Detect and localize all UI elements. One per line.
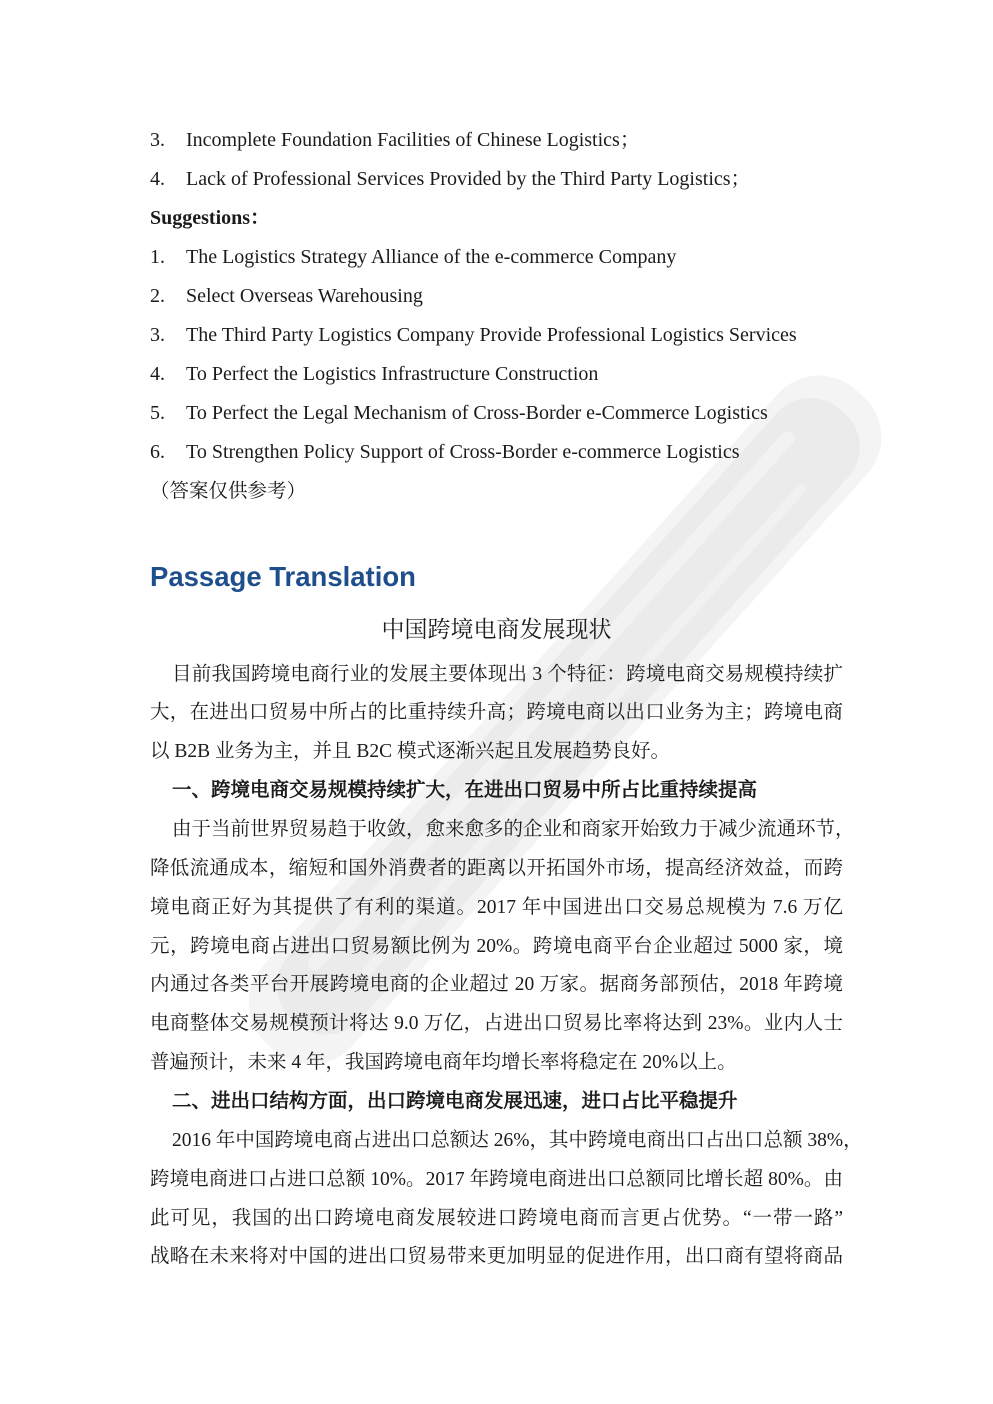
paragraph-line: 大，在进出口贸易中所占的比重持续升高；跨境电商以出口业务为主；跨境电商 [150, 702, 843, 724]
list-text: To Perfect the Legal Mechanism of Cross-Border e-Commerce Logistics [186, 401, 768, 424]
list-text: Select Overseas Warehousing [186, 284, 423, 307]
list-number: 2. [150, 284, 165, 307]
list-number: 4. [150, 362, 165, 385]
list-number: 6. [150, 440, 165, 463]
section-heading: Passage Translation [150, 561, 416, 592]
subheading: 一、跨境电商交易规模持续扩大，在进出口贸易中所占比重持续提高 [172, 780, 758, 802]
suggestions-heading: Suggestions： [150, 206, 271, 229]
paragraph-line: 以 B2B 业务为主，并且 B2C 模式逐渐兴起且发展趋势良好。 [150, 741, 671, 763]
list-text: The Logistics Strategy Alliance of the e-commerce Company [186, 245, 677, 268]
article-title: 中国跨境电商发展现状 [381, 617, 612, 643]
paragraph-line: 战略在未来将对中国的进出口贸易带来更加明显的促进作用，出口商有望将商品 [150, 1246, 843, 1268]
list-item [150, 238, 850, 277]
list-number: 3. [150, 323, 165, 346]
paragraph-line: 降低流通成本，缩短和国外消费者的距离以开拓国外市场，提高经济效益，而跨 [150, 857, 843, 879]
list-text: To Strengthen Policy Support of Cross-Border e-commerce Logistics [186, 440, 740, 463]
list-item [150, 277, 850, 316]
list-text: Lack of Professional Services Provided by the Third Party Logistics； [186, 167, 751, 190]
list-item [150, 394, 850, 433]
paragraph-line: 跨境电商进口占进口总额 10%。2017 年跨境电商进出口总额同比增长超 80%。由 [150, 1168, 843, 1190]
list-number: 1. [150, 245, 165, 268]
list-item [150, 355, 850, 394]
paragraph-line: 目前我国跨境电商行业的发展主要体现出 3 个特征：跨境电商交易规模持续扩 [172, 663, 843, 685]
answer-note: （答案仅供参考） [150, 480, 307, 502]
paragraph-line: 2016 年中国跨境电商占进出口总额达 26%，其中跨境电商出口占出口总额 38%， [172, 1129, 863, 1151]
paragraph-line: 此可见，我国的出口跨境电商发展较进口跨境电商而言更占优势。“一带一路” [150, 1207, 843, 1229]
paragraph-line: 电商整体交易规模预计将达 9.0 万亿，占进出口贸易比率将达到 23%。业内人士 [150, 1013, 843, 1035]
list-text: To Perfect the Logistics Infrastructure Construction [186, 362, 599, 385]
list-number: 5. [150, 401, 165, 424]
list-item [150, 121, 850, 160]
article-body [150, 656, 863, 1278]
paragraph-line: 境电商正好为其提供了有利的渠道。2017 年中国进出口交易总规模为 7.6 万亿 [150, 896, 843, 918]
subheading: 二、进出口结构方面，出口跨境电商发展迅速，进口占比平稳提升 [172, 1090, 738, 1112]
paragraph-line: 内通过各类平台开展跨境电商的企业超过 20 万家。据商务部预估，2018 年跨境 [150, 974, 843, 996]
answer-list [150, 121, 850, 511]
paragraph-line: 由于当前世界贸易趋于收敛，愈来愈多的企业和商家开始致力于减少流通环节， [172, 818, 855, 840]
list-item [150, 160, 850, 199]
paragraph-line: 普遍预计，未来 4 年，我国跨境电商年均增长率将稳定在 20%以上。 [150, 1052, 737, 1074]
list-number: 4. [150, 167, 165, 190]
list-item [150, 433, 850, 472]
list-text: Incomplete Foundation Facilities of Chinese Logistics； [186, 128, 640, 151]
paragraph-line: 元，跨境电商占进出口贸易额比例为 20%。跨境电商平台企业超过 5000 家，境 [150, 935, 843, 957]
list-item [150, 316, 850, 355]
list-number: 3. [150, 128, 165, 151]
list-text: The Third Party Logistics Company Provide Professional Logistics Services [186, 323, 797, 346]
